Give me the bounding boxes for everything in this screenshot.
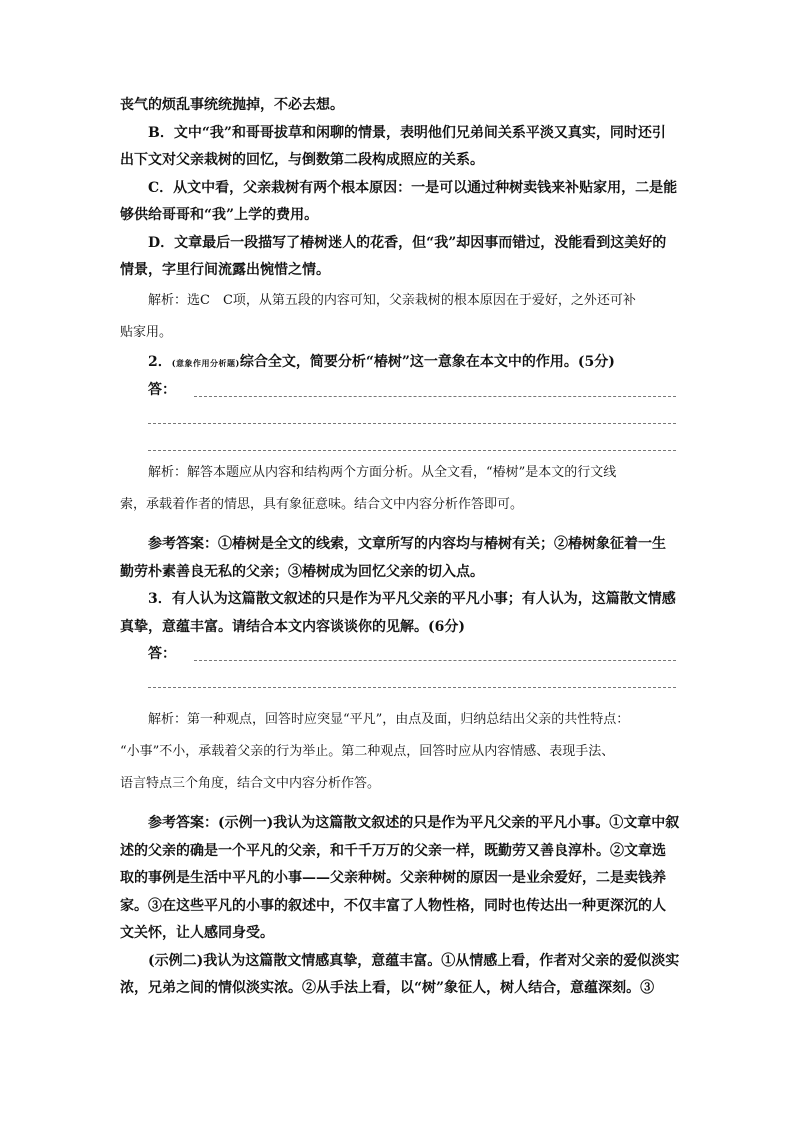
q3-explanation-line-3: 语言特点三个角度，结合文中内容分析作答。 (120, 776, 381, 791)
q3-question-line-2: 真挚，意蕴丰富。请结合本文内容谈谈你的见解。(6分) (120, 618, 465, 635)
option-a-tail: 丧气的烦乱事统统抛掉，不必去想。 (120, 97, 344, 113)
q3-explanation-line-2: “小事”不小，承载着父亲的行为举止。第二种观点，回答时应从内容情感、表现手法、 (120, 744, 615, 759)
q1-explanation-line-2: 贴家用。 (120, 324, 173, 340)
q3-answer-row[interactable] (120, 641, 676, 667)
q2-answer-label: 答： (148, 382, 176, 398)
q2-reference-line-1: 参考答案：①椿树是全文的线索，文章所写的内容均与椿树有关；②椿树象征着一生 (148, 536, 666, 552)
option-d-line-2: 情景，字里行间流露出惋惜之情。 (120, 262, 330, 278)
q2-tag: (意象作用分析题) (171, 357, 240, 368)
q3-reference-line-4: 家。③在这些平凡的小事的叙述中，不仅丰富了人物性格，同时也传达出一种更深沉的人 (120, 897, 666, 914)
q3-answer-line-2[interactable] (148, 667, 676, 688)
q2-question (120, 349, 676, 378)
q3-example2-line-1: (示例二)我认为这篇散文情感真挚，意蕴丰富。①从情感上看，作者对父亲的爱似淡实 (148, 952, 680, 969)
q2-explanation-line-1: 解析：解答本题应从内容和结构两个方面分析。从全文看，“椿树”是本文的行文线 (148, 465, 617, 480)
q2-answer-row[interactable] (120, 377, 676, 403)
q2-answer-line-1[interactable] (194, 380, 676, 397)
option-b-line-2: 出下文对父亲栽树的回忆，与倒数第二段构成照应的关系。 (120, 152, 484, 168)
option-d-line-1: D．文章最后一段描写了椿树迷人的花香，但“我”却因事而错过，没能看到这美好的 (148, 234, 667, 251)
q2-text: 综合全文，简要分析“椿树”这一意象在本文中的作用。(5分) (239, 353, 615, 370)
option-b-line-1: B．文中“我”和哥哥拔草和闲聊的情景，表明他们兄弟间关系平淡又真实，同时还引 (148, 124, 666, 141)
q1-explanation-line-1: 解析：选C C项，从第五段的内容可知，父亲栽树的根本原因在于爱好，之外还可补 (148, 292, 636, 308)
option-c-line-1: C．从文中看，父亲栽树有两个根本原因：一是可以通过种树卖钱来补贴家用，二是能 (148, 179, 678, 196)
q2-answer-line-2[interactable] (148, 403, 676, 424)
document-page (120, 92, 680, 1003)
q2-explanation-line-2: 索，承载着作者的情思，具有象征意味。结合文中内容分析作答即可。 (120, 497, 524, 512)
q3-reference-line-5: 文关怀，让人感同身受。 (120, 925, 274, 941)
q3-reference-line-2: 述的父亲的确是一个平凡的父亲，和千千万万的父亲一样，既勤劳又善良淳朴。②文章选 (120, 842, 666, 859)
q3-reference-line-1: 参考答案：(示例一)我认为这篇散文叙述的只是作为平凡父亲的平凡小事。①文章中叙 (148, 815, 680, 831)
option-c-line-2: 够供给哥哥和“我”上学的费用。 (120, 207, 319, 223)
q3-reference-line-3: 取的事例是生活中平凡的小事——父亲种树。父亲种树的原因一是业余爱好，二是卖钱养 (120, 870, 666, 886)
q2-number: 2． (148, 353, 172, 370)
q3-answer-label: 答： (148, 646, 176, 662)
q3-example2-line-2: 浓，兄弟之间的情似淡实浓。②从手法上看，以“树”象征人，树人结合，意蕴深刻。③ (120, 980, 655, 996)
q2-reference-line-2: 勤劳朴素善良无私的父亲；③椿树成为回忆父亲的切入点。 (120, 563, 484, 580)
q3-explanation-line-1: 解析：第一种观点，回答时应突显“平凡”，由点及面，归纳总结出父亲的共性特点： (148, 712, 630, 727)
q2-answer-line-3[interactable] (148, 430, 676, 451)
q3-question-line-1: 3．有人认为这篇散文叙述的只是作为平凡父亲的平凡小事；有人认为，这篇散文情感 (148, 591, 676, 607)
q3-answer-line-1[interactable] (194, 644, 676, 661)
